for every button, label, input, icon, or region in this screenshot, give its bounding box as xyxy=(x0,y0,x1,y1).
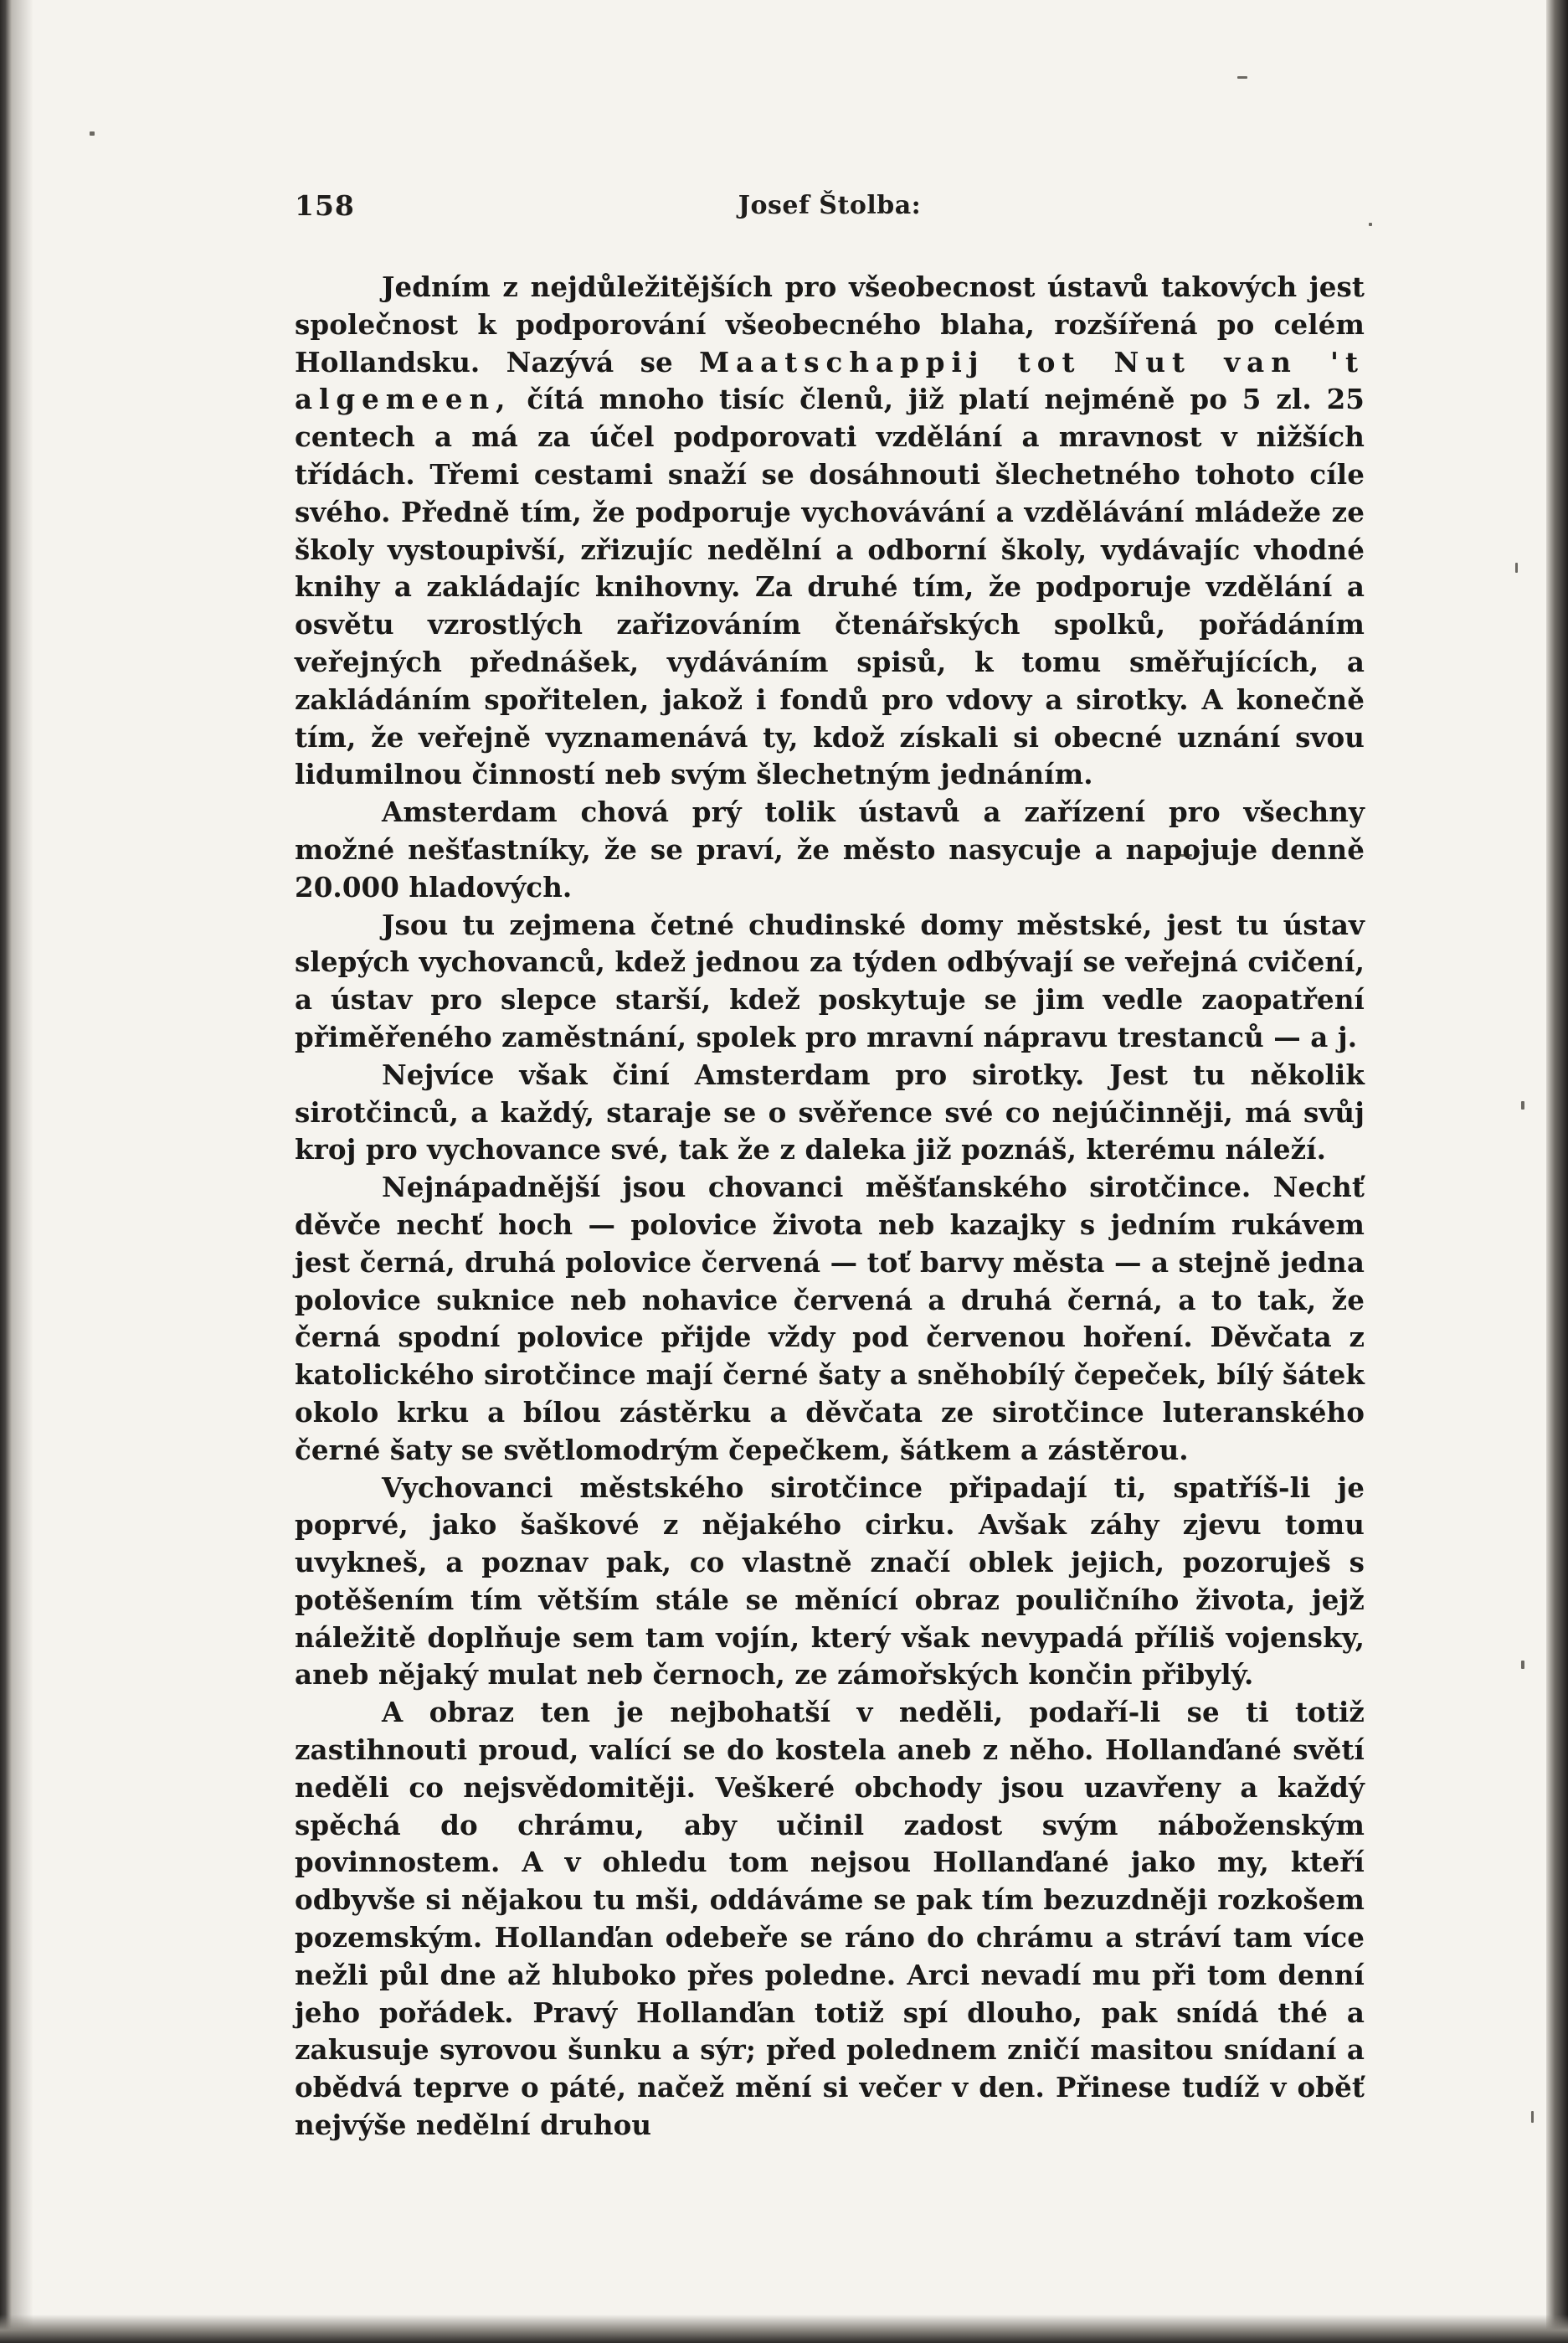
page-number: 158 xyxy=(295,189,355,222)
running-head: Josef Štolba: xyxy=(738,191,922,220)
page-header xyxy=(295,189,1365,231)
scan-speck xyxy=(1521,1661,1524,1669)
paragraph xyxy=(295,269,1365,794)
page-bottom-edge xyxy=(0,2315,1568,2343)
paragraph: Vychovanci městského sirotčince připadají ti, spatříš-li je poprvé, jako šaškové z nějakého cirku. Avšak záhy zjevu tomu uvykneš, a poznav pak, co vlastně značí oblek jejich, pozoruješ s potěšením tím větším stále se měnící obraz pouličního života, jejž náležitě doplňuje sem tam vojín, který však nevypadá příliš vojensky, aneb nějaký mulat neb černoch, ze zámořských končin přibylý. xyxy=(295,1470,1365,1692)
scan-speck xyxy=(1521,1101,1524,1110)
page-right-edge xyxy=(1546,0,1568,2343)
paragraph-text: čítá mnoho tisíc členů, již platí nejméně po 5 zl. 25 centech a má za účel podporovati vzdělání a mravnost v nižších třídách. Třemi cestami snaží se dosáhnouti šlechetného tohoto cíle svého. Předně tím, že podporuje vychovávání a vzdělávání mládeže ze školy vystoupivší, zřizujíc nedělní a odborní školy, vydávajíc vhodné knihy a zakládajíc knihovny. Za druhé tím, že podporuje vzdělání a osvětu vzrostlých zařizováním čtenářských spolků, pořádáním veřejných přednášek, vydáváním spisů, k tomu směřujících, a zakládáním spořitelen, jakož i fondů pro vdovy a sirotky. A konečně tím, že veřejně vyznamenává ty, kdož získali si obecné uznání svou lidumilnou činností neb svým šlechetným jednáním. xyxy=(295,383,1365,791)
book-binding-edge xyxy=(0,0,12,2343)
body-text xyxy=(295,269,1365,2145)
paragraph: A obraz ten je nejbohatší v neděli, podaří-li se ti totiž zastihnouti proud, valící se do kostela aneb z něho. Hollanďané světí neděli co nejsvědomitěji. Veškeré obchody jsou uzavřeny a každý spěchá do chrámu, aby učinil zadost svým náboženským povinnostem. A v ohledu tom nejsou Hollanďané jako my, kteří odbyvše si nějakou tu mši, oddáváme se pak tím bezuzdněji rozkošem pozemským. Hollanďan odebeře se ráno do chrámu a stráví tam více nežli půl dne až hluboko přes poledne. Arci nevadí mu při tom denní jeho pořádek. Pravý Hollanďan totiž spí dlouho, pak snídá thé a zakusuje syrovou šunku a sýr; před polednem zničí masitou snídaní a obědvá teprve o páté, načež mění si večer v den. Přinese tudíž v oběť nejvýše nedělní druhou xyxy=(295,1696,1365,2142)
paragraph: Jsou tu zejmena četné chudinské domy městské, jest tu ústav slepých vychovanců, kdež jednou za týden odbývají se veřejná cvičení, a ústav pro slepce starší, kdež poskytuje se jim vedle zaopatření přiměřeného zaměstnání, spolek pro mravní nápravu trestanců — a j. xyxy=(295,908,1365,1053)
paragraph: Nejnápadnější jsou chovanci měšťanského sirotčince. Nechť děvče nechť hoch — polovice života neb kazajky s jedním rukávem jest černá, druhá polovice červená — toť barvy města — a stejně jedna polovice suknice neb nohavice červená a druhá černá, a to tak, že černá spodní polovice přijde vždy pod červenou hoření. Děvčata z katolického sirotčince mají černé šaty a sněhobílý čepeček, bílý šátek okolo krku a bílou zástěrku a děvčata ze sirotčince luteranského černé šaty se světlomodrým čepečkem, šátkem a zástěrou. xyxy=(295,1171,1365,1466)
scan-speck xyxy=(90,131,95,136)
spaced-society-name: Maatschappij tot Nut van 't algemeen, xyxy=(295,345,1365,416)
scan-speck xyxy=(1515,563,1518,573)
paragraph: Amsterdam chová prý tolik ústavů a zařízení pro všechny možné nešťastníky, že se praví, že město nasycuje a napojuje denně 20.000 hladových. xyxy=(295,796,1365,904)
scan-speck xyxy=(1369,223,1372,226)
scan-speck xyxy=(1237,76,1247,79)
paragraph: Nejvíce však činí Amsterdam pro sirotky. Jest tu několik sirotčinců, a každý, staraje se o svěřence své co nejúčinněji, má svůj kroj pro vychovance své, tak že z daleka již poznáš, kterému náleží. xyxy=(295,1058,1365,1166)
scan-speck xyxy=(1531,2111,1534,2123)
binding-shadow xyxy=(12,0,33,2343)
paragraph-text: Jedním z nejdůležitějších pro všeobecnost ústavů takových jest společnost k podporování všeobecného blaha, rozšířená po celém Hollandsku. Nazývá se xyxy=(295,270,1365,378)
